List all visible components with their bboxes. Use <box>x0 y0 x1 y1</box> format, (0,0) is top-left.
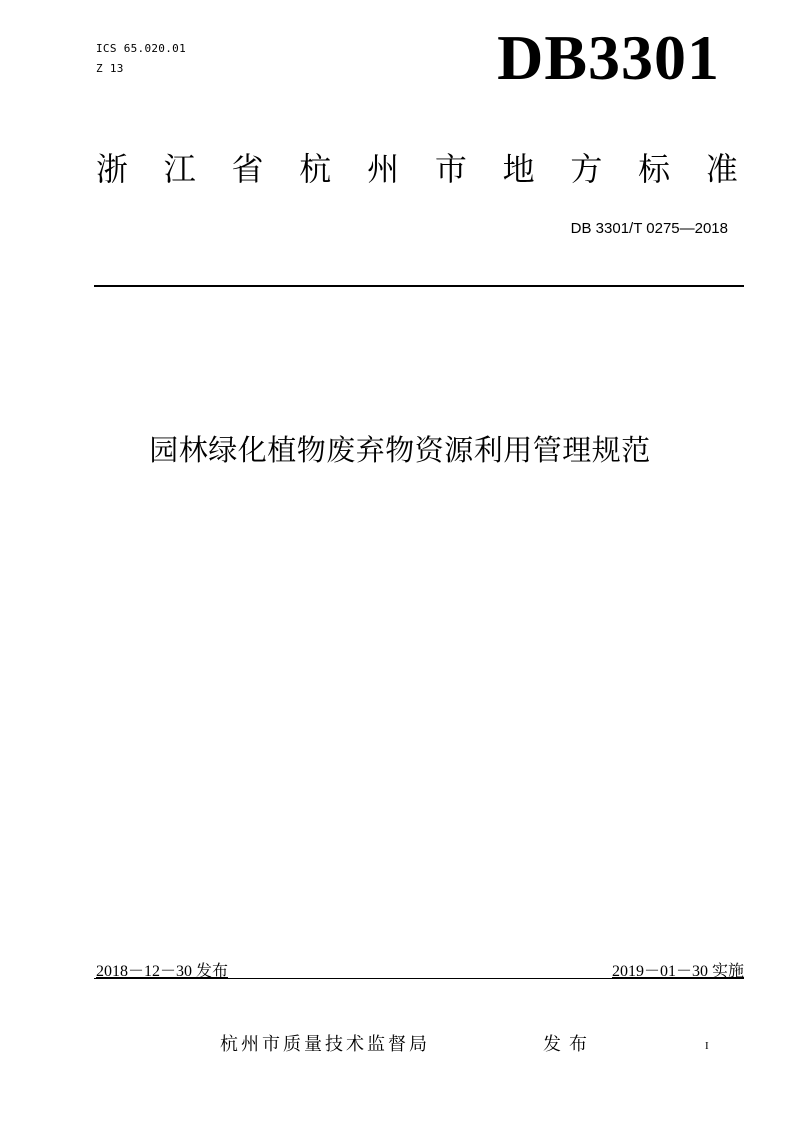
standard-number: DB 3301/T 0275—2018 <box>570 220 728 237</box>
implementation-date: 2019－01－30 实施 <box>611 963 744 980</box>
standard-type-char: 地 <box>502 150 535 188</box>
standard-type-char: 省 <box>231 150 264 188</box>
standard-type-heading <box>96 150 738 188</box>
standard-type-char: 标 <box>638 150 671 188</box>
standard-code-logo: DB3301 <box>497 22 720 93</box>
standard-type-char: 浙 <box>96 150 129 188</box>
issuing-authority: 杭州市质量技术监督局 <box>220 1034 430 1055</box>
top-divider <box>94 285 744 287</box>
document-title: 园林绿化植物废弃物资源利用管理规范 <box>149 433 651 467</box>
standard-type-char: 市 <box>434 150 467 188</box>
bottom-divider <box>94 978 744 979</box>
page-number: I <box>705 1040 709 1052</box>
ccs-code: Z 13 <box>96 62 124 75</box>
standard-type-char: 杭 <box>299 150 332 188</box>
ics-code: ICS 65.020.01 <box>96 42 186 55</box>
standard-type-char: 方 <box>570 150 603 188</box>
issue-label: 发布 <box>543 1034 595 1055</box>
standard-type-char: 州 <box>367 150 400 188</box>
standard-type-char: 江 <box>163 150 196 188</box>
issue-date: 2018－12－30 发布 <box>96 963 229 980</box>
standard-type-char: 准 <box>705 150 738 188</box>
